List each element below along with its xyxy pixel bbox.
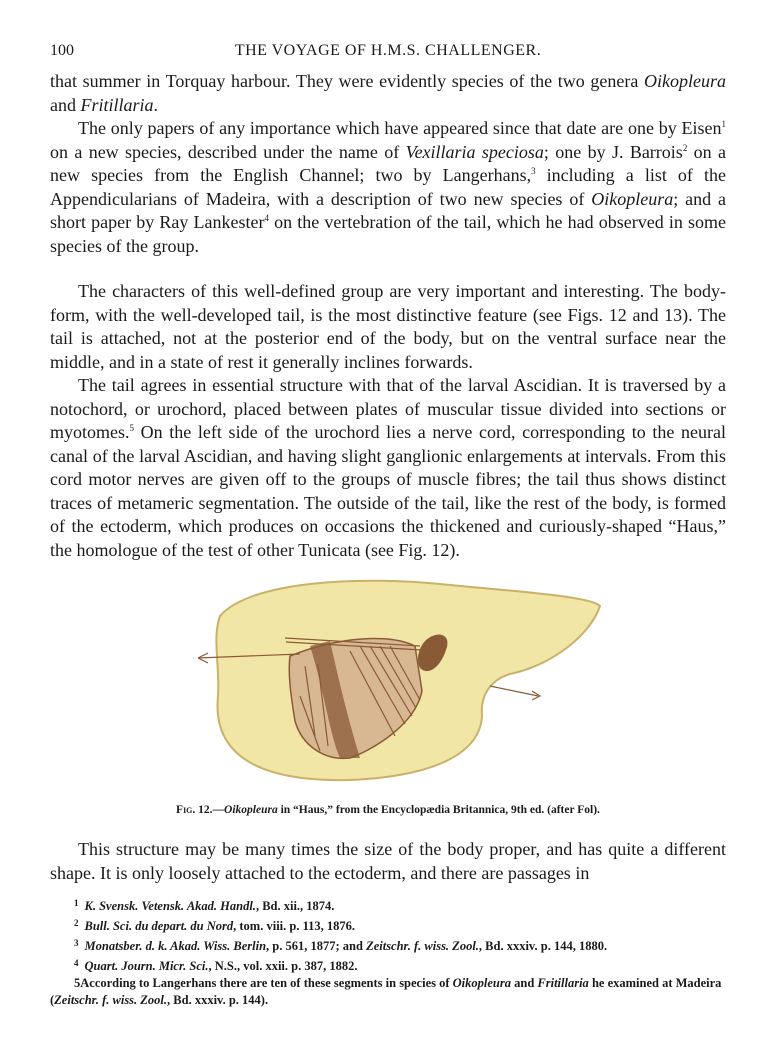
text-run: . xyxy=(153,94,159,115)
text-run: ; one by J. Barrois xyxy=(543,141,683,162)
text-run: The only papers of any importance which have appeared since that date are one by Eisen xyxy=(78,118,722,138)
footnote-text: he examined at Madeira ( xyxy=(50,976,722,1007)
footnote-text: , Bd. xxxiv. p. 144, 1880. xyxy=(478,939,608,953)
running-title: THE VOYAGE OF H.M.S. CHALLENGER. xyxy=(234,42,542,59)
journal-ref: Bull. Sci. du depart. du Nord xyxy=(84,919,234,933)
footnote-text: , p. 561, 1877; and xyxy=(266,939,367,953)
genus-name: Oikopleura xyxy=(224,804,278,816)
page xyxy=(50,40,726,1009)
journal-ref: Zeitschr. f. wiss. Zool. xyxy=(54,993,168,1007)
footnote-text: , tom. viii. p. 113, 1876. xyxy=(233,919,356,933)
footnote-5 xyxy=(50,975,726,1009)
text-run: on the vertebration of the tail, which he had observed in some species of the group. xyxy=(50,212,726,256)
text-run: and xyxy=(50,94,81,115)
figure-12 xyxy=(50,576,726,816)
footnote-ref: 5 xyxy=(129,423,134,433)
oikopleura-haus-illustration xyxy=(190,576,610,786)
footnote-ref: 3 xyxy=(531,166,536,176)
footnote-mark: 5 xyxy=(74,976,81,990)
footnote-ref: 2 xyxy=(682,142,688,153)
genus-name: Oikopleura xyxy=(591,188,674,209)
journal-ref: Zeitschr. f. wiss. Zool. xyxy=(366,939,479,953)
footnote-text: and xyxy=(511,976,538,990)
genus-name: Oikopleura xyxy=(452,976,511,990)
footnote-text: , N.S., vol. xxii. p. 387, 1882. xyxy=(208,959,358,973)
footnote-text: , Bd. xxxiv. p. 144). xyxy=(167,993,269,1007)
journal-ref: Monatsber. d. k. Akad. Wiss. Berlin xyxy=(84,939,267,953)
genus-name: Oikopleura xyxy=(644,71,726,91)
section-gap xyxy=(50,258,726,280)
footnote-1 xyxy=(50,895,726,915)
page-number: 100 xyxy=(50,42,74,59)
footnote-mark: 1 xyxy=(74,898,79,908)
text-run: including a list of the Appendicularians of Madeira, with a description of two new species of xyxy=(50,165,726,209)
paragraph-1 xyxy=(50,70,726,117)
footnote-2 xyxy=(50,915,726,935)
text-run: On the left side of the urochord lies a nerve cord, corresponding to the neural canal of the larval Ascidian, and having slight ganglionic enlargements at intervals. From this cord motor nerves are given off to the groups of muscle fibres; the tail thus shows distinct traces of metameric segmentation. The outside of the tail, like the rest of the body, is formed of the ectoderm, which produces on occasions the thickened and curiously-shaped “Haus,” the homologue of the test of other Tunicata (see Fig. 12). xyxy=(50,422,726,560)
text-run: on a new species, described under the name of xyxy=(50,141,406,162)
running-head xyxy=(50,40,726,70)
paragraph-4 xyxy=(50,374,726,562)
arrow-right xyxy=(490,686,540,700)
journal-ref: Quart. Journ. Micr. Sci. xyxy=(84,959,209,973)
footnote-4 xyxy=(50,955,726,975)
paragraph-2 xyxy=(50,117,726,258)
footnote-text: According to Langerhans there are ten of these segments in species of xyxy=(80,976,453,990)
genus-name: Fritillaria xyxy=(80,94,154,115)
journal-ref: K. Svensk. Vetensk. Akad. Handl. xyxy=(84,899,256,913)
footnote-mark: 2 xyxy=(74,918,79,928)
footnote-ref: 4 xyxy=(264,213,269,223)
footnotes xyxy=(50,895,726,1009)
footnote-ref: 1 xyxy=(721,119,726,129)
paragraph-5: This structure may be many times the size of the body proper, and has quite a different shape. It is only loosely attached to the ectoderm, and there are passages in xyxy=(50,839,726,883)
text-run: that summer in Torquay harbour. They were evidently species of the two genera xyxy=(50,71,645,91)
footnote-mark: 4 xyxy=(74,958,79,968)
figure-label: Fig. 12.— xyxy=(176,804,225,816)
text-run: The tail agrees in essential structure with that of the larval Ascidian. It is traversed by a notochord, or urochord, placed between plates of muscular tissue divided into sections or myotomes. xyxy=(50,375,726,442)
footnote-3 xyxy=(50,935,726,955)
paragraph-3: The characters of this well-defined group are very important and interesting. The body-form, with the well-developed tail, is the most distinctive feature (see Figs. 12 and 13). The tail is attached, not at the posterior end of the body, but on the ventral surface near the middle, and in a state of rest it generally inclines forwards. xyxy=(50,281,726,372)
caption-text: in “Haus,” from the Encyclopædia Britannica, 9th ed. (after Fol). xyxy=(277,804,600,816)
text-run: on a new species from the English Channel; two by Langerhans, xyxy=(50,141,727,185)
species-name: Vexillaria speciosa xyxy=(405,141,544,162)
footnote-text: , Bd. xii., 1874. xyxy=(255,899,335,913)
text-run: ; and a short paper by Ray Lankester xyxy=(50,188,726,232)
footnote-mark: 3 xyxy=(74,938,79,948)
figure-caption xyxy=(50,804,726,816)
genus-name: Fritillaria xyxy=(537,976,589,990)
